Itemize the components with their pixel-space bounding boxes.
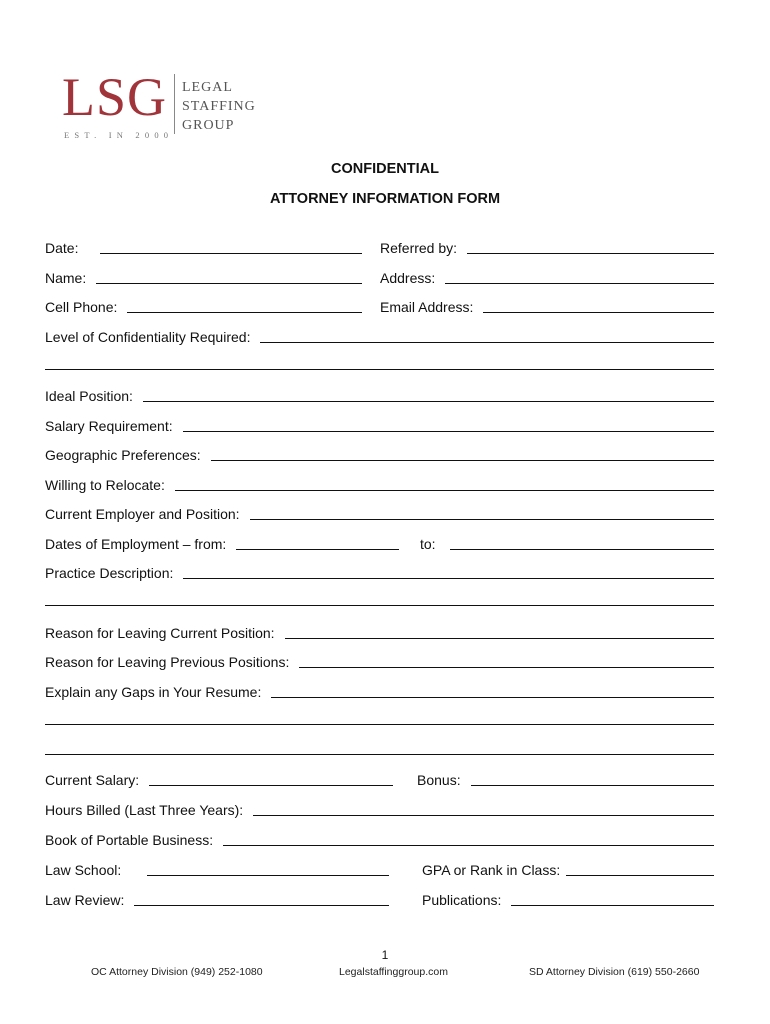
publications-label: Publications:	[422, 892, 502, 908]
dates-to-field[interactable]	[420, 532, 714, 552]
practice-extra-line[interactable]	[45, 605, 714, 606]
reason-previous-field[interactable]	[45, 650, 714, 670]
gaps-extra-line-2[interactable]	[45, 754, 714, 755]
gpa-input-line[interactable]	[566, 875, 714, 876]
gaps-field[interactable]	[45, 680, 714, 700]
law-review-input-line[interactable]	[134, 905, 389, 906]
bonus-label: Bonus:	[417, 772, 461, 788]
law-school-label: Law School:	[45, 862, 122, 878]
referred-by-input-line[interactable]	[467, 253, 714, 254]
current-salary-label: Current Salary:	[45, 772, 140, 788]
row-gaps	[45, 680, 714, 700]
address-label: Address:	[380, 270, 436, 286]
footer-sd-division: SD Attorney Division (619) 550-2660	[529, 966, 700, 978]
logo-divider	[174, 74, 175, 134]
row-current-employer	[45, 502, 714, 522]
footer-oc-division: OC Attorney Division (949) 252-1080	[91, 966, 263, 978]
book-input-line[interactable]	[223, 845, 714, 846]
dates-from-field[interactable]	[45, 532, 399, 552]
confidentiality-input-line[interactable]	[260, 342, 714, 343]
relocate-field[interactable]	[45, 473, 714, 493]
logo-mark: LSG	[62, 67, 168, 127]
dates-from-input-line[interactable]	[236, 549, 399, 550]
gaps-input-line[interactable]	[271, 697, 714, 698]
relocate-label: Willing to Relocate:	[45, 477, 165, 493]
geographic-field[interactable]	[45, 443, 714, 463]
geographic-label: Geographic Preferences:	[45, 447, 201, 463]
salary-requirement-label: Salary Requirement:	[45, 418, 173, 434]
gpa-field[interactable]	[422, 858, 714, 878]
current-salary-field[interactable]	[45, 768, 393, 788]
ideal-position-input-line[interactable]	[143, 401, 714, 402]
row-reason-previous	[45, 650, 714, 670]
address-field[interactable]	[380, 266, 714, 286]
practice-input-line[interactable]	[183, 578, 714, 579]
reason-previous-label: Reason for Leaving Previous Positions:	[45, 654, 290, 670]
row-practice	[45, 561, 714, 581]
publications-field[interactable]	[422, 888, 714, 908]
name-input-line[interactable]	[96, 283, 362, 284]
email-label: Email Address:	[380, 299, 474, 315]
hours-billed-label: Hours Billed (Last Three Years):	[45, 802, 244, 818]
reason-previous-input-line[interactable]	[299, 667, 714, 668]
confidentiality-label: Level of Confidentiality Required:	[45, 329, 251, 345]
row-book	[45, 828, 714, 848]
footer-website: Legalstaffinggroup.com	[339, 966, 448, 978]
row-name-address	[45, 266, 714, 286]
row-date-referred	[45, 236, 714, 256]
current-salary-input-line[interactable]	[149, 785, 393, 786]
form-title: ATTORNEY INFORMATION FORM	[269, 191, 501, 207]
row-geographic	[45, 443, 714, 463]
date-label: Date:	[45, 240, 79, 256]
law-school-field[interactable]	[45, 858, 389, 878]
logo-word-group: GROUP	[182, 118, 235, 133]
ideal-position-label: Ideal Position:	[45, 388, 133, 404]
row-law-school-gpa	[45, 858, 714, 878]
page-number: 1	[381, 948, 389, 962]
email-field[interactable]	[380, 295, 714, 315]
row-reason-current	[45, 621, 714, 641]
confidential-heading: CONFIDENTIAL	[331, 161, 439, 177]
gaps-label: Explain any Gaps in Your Resume:	[45, 684, 262, 700]
row-relocate	[45, 473, 714, 493]
referred-by-field[interactable]	[380, 236, 714, 256]
logo-word-legal: LEGAL	[182, 80, 233, 95]
confidentiality-extra-line[interactable]	[45, 369, 714, 370]
confidentiality-field[interactable]	[45, 325, 714, 345]
row-confidentiality	[45, 325, 714, 345]
name-label: Name:	[45, 270, 87, 286]
cell-phone-input-line[interactable]	[127, 312, 362, 313]
date-field[interactable]	[45, 236, 362, 256]
bonus-input-line[interactable]	[471, 785, 714, 786]
practice-field[interactable]	[45, 561, 714, 581]
gpa-label: GPA or Rank in Class:	[422, 862, 561, 878]
dates-from-label: Dates of Employment – from:	[45, 536, 227, 552]
row-law-review-publications	[45, 888, 714, 908]
gaps-extra-line-1[interactable]	[45, 724, 714, 725]
logo-wordmark	[182, 78, 256, 135]
row-salary-requirement	[45, 414, 714, 434]
row-ideal-position	[45, 384, 714, 404]
book-label: Book of Portable Business:	[45, 832, 214, 848]
hours-billed-field[interactable]	[45, 798, 714, 818]
row-salary-bonus	[45, 768, 714, 788]
hours-billed-input-line[interactable]	[253, 815, 714, 816]
date-input-line[interactable]	[100, 253, 362, 254]
publications-input-line[interactable]	[511, 905, 714, 906]
current-employer-field[interactable]	[45, 502, 714, 522]
name-field[interactable]	[45, 266, 362, 286]
referred-by-label: Referred by:	[380, 240, 458, 256]
current-employer-label: Current Employer and Position:	[45, 506, 240, 522]
current-employer-input-line[interactable]	[250, 519, 714, 520]
row-hours-billed	[45, 798, 714, 818]
reason-current-label: Reason for Leaving Current Position:	[45, 625, 275, 641]
row-cell-email	[45, 295, 714, 315]
row-dates-employment	[45, 532, 714, 552]
email-input-line[interactable]	[483, 312, 714, 313]
practice-label: Practice Description:	[45, 565, 174, 581]
logo-word-staffing: STAFFING	[182, 99, 256, 114]
relocate-input-line[interactable]	[175, 490, 714, 491]
cell-phone-field[interactable]	[45, 295, 362, 315]
dates-to-input-line[interactable]	[450, 549, 714, 550]
book-field[interactable]	[45, 828, 714, 848]
salary-requirement-input-line[interactable]	[183, 431, 714, 432]
dates-to-label: to:	[420, 536, 436, 552]
law-school-input-line[interactable]	[147, 875, 389, 876]
law-review-field[interactable]	[45, 888, 389, 908]
salary-requirement-field[interactable]	[45, 414, 714, 434]
cell-phone-label: Cell Phone:	[45, 299, 118, 315]
law-review-label: Law Review:	[45, 892, 125, 908]
address-input-line[interactable]	[445, 283, 714, 284]
geographic-input-line[interactable]	[211, 460, 714, 461]
ideal-position-field[interactable]	[45, 384, 714, 404]
reason-current-input-line[interactable]	[285, 638, 714, 639]
logo-established: EST. IN 2000	[64, 130, 174, 140]
reason-current-field[interactable]	[45, 621, 714, 641]
bonus-field[interactable]	[417, 768, 714, 788]
